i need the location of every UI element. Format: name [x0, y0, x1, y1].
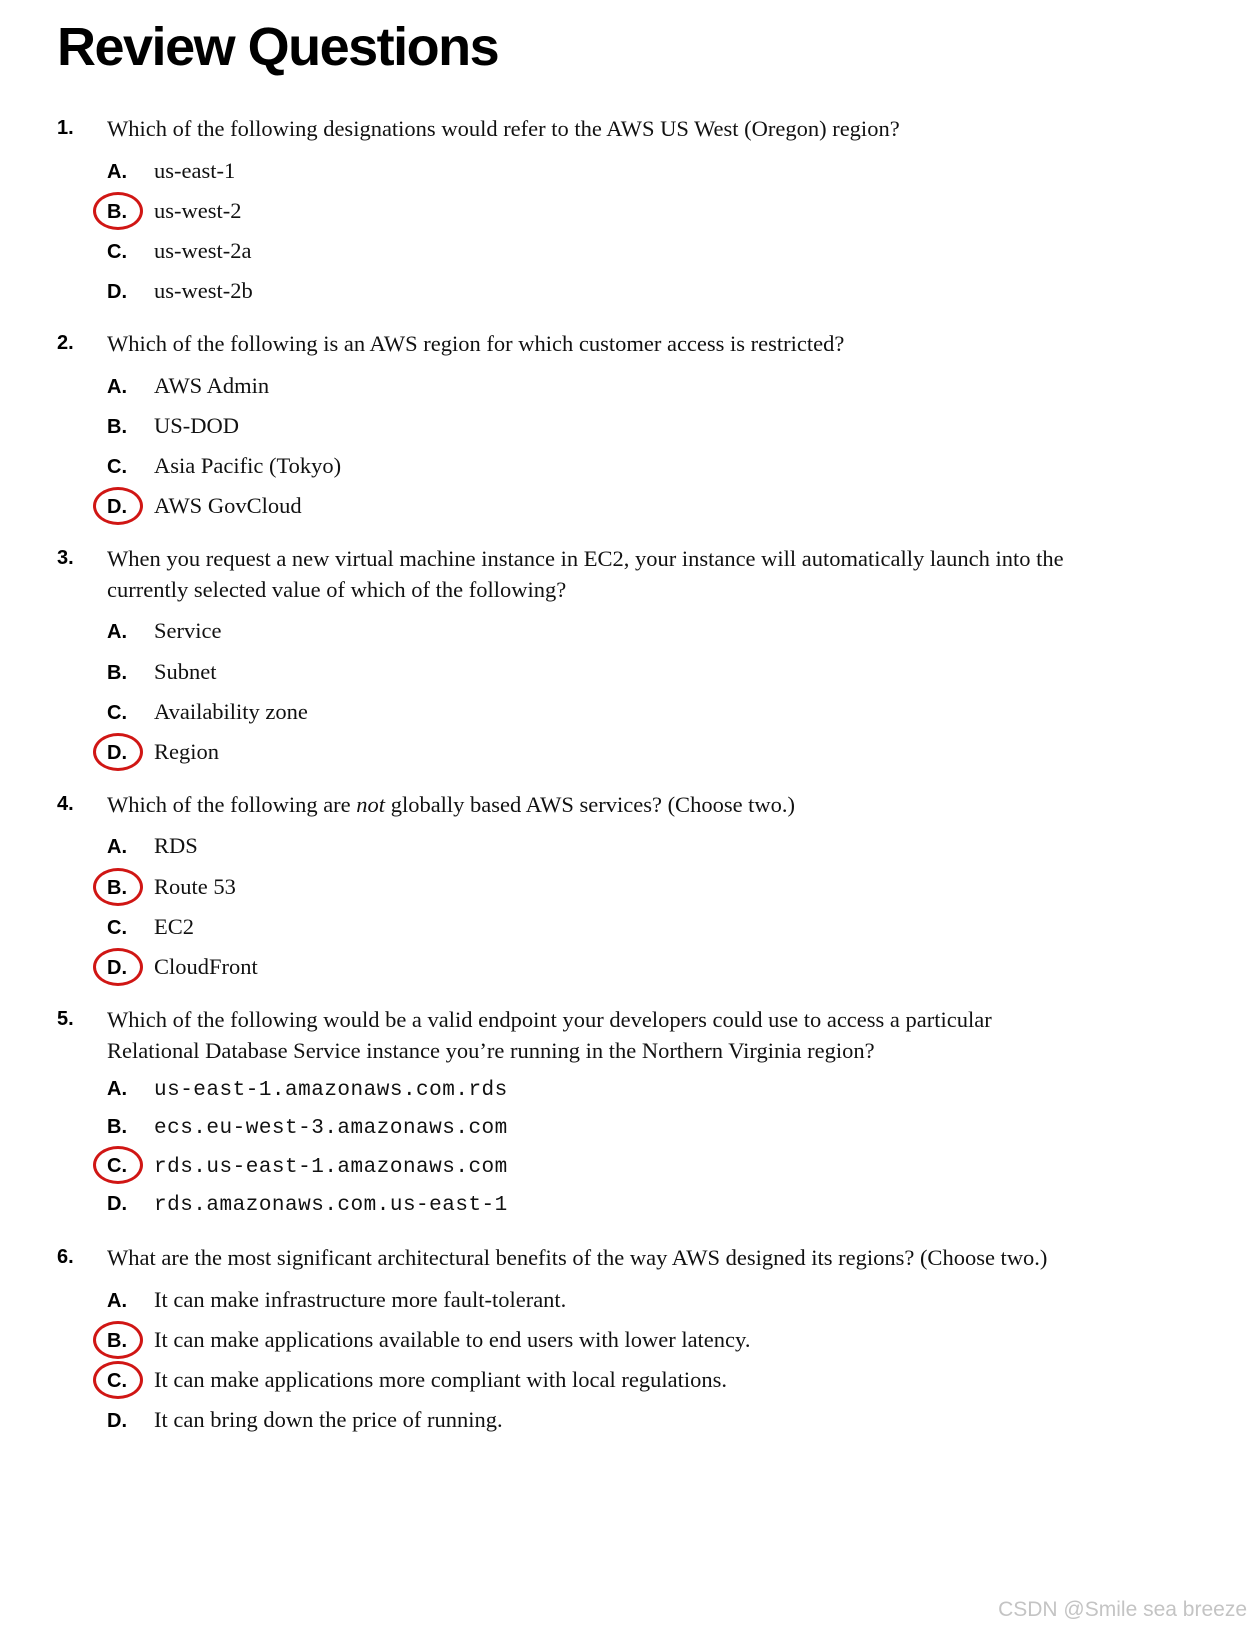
question-1-option-d — [57, 277, 1200, 305]
option-text: AWS GovCloud — [154, 493, 302, 519]
question-6-option-a — [57, 1286, 1200, 1314]
question-text — [107, 114, 900, 145]
question-list — [57, 114, 1200, 1434]
page-title: Review Questions — [57, 17, 499, 77]
question-text-part: When you request a new virtual machine instance in EC2, your instance will automatically launch into the currently selected value of which of the following? — [107, 546, 1064, 602]
question-text-part: Which of the following designations would refer to the AWS US West (Oregon) region? — [107, 116, 900, 141]
question-text — [107, 1243, 1047, 1274]
question-6 — [57, 1243, 1200, 1434]
option-text: Asia Pacific (Tokyo) — [154, 452, 342, 478]
option-text: CloudFront — [154, 953, 258, 979]
question-2-option-d — [57, 492, 1200, 520]
option-letter: A. — [107, 160, 127, 183]
question-text — [107, 790, 795, 821]
question-4-option-a — [57, 832, 1200, 860]
question-number: 5. — [57, 1007, 74, 1030]
option-letter: D. — [107, 1410, 127, 1433]
option-letter: B. — [107, 1116, 127, 1139]
option-text: EC2 — [154, 913, 195, 939]
option-letter: D. — [107, 742, 154, 765]
question-2 — [57, 329, 1200, 520]
option-letter: A. — [107, 621, 127, 644]
answer-circle — [93, 1146, 143, 1184]
question-4-option-b — [57, 873, 1200, 901]
option-text: It can make infrastructure more fault-tolerant. — [154, 1286, 567, 1312]
question-number: 4. — [57, 792, 74, 815]
question-head — [57, 329, 1200, 360]
question-text-part: Which of the following is an AWS region for which customer access is restricted? — [107, 331, 845, 357]
option-text: Route 53 — [154, 873, 236, 899]
option-text: RDS — [154, 833, 198, 859]
question-text-italic-part: not — [356, 791, 386, 817]
answer-circle — [93, 487, 143, 525]
question-text — [107, 544, 1072, 605]
question-number: 6. — [57, 1246, 74, 1269]
option-letter: C. — [107, 240, 127, 263]
option-text: US-DOD — [154, 412, 240, 438]
question-text-part: globally based AWS services? (Choose two.) — [385, 791, 796, 817]
option-letter: A. — [107, 1078, 127, 1101]
option-letter: C. — [107, 701, 127, 724]
question-head — [57, 790, 1200, 821]
option-letter: A. — [107, 1289, 127, 1312]
option-text: AWS Admin — [154, 372, 270, 398]
answer-circle — [93, 1321, 143, 1359]
option-text: us-west-2b — [154, 277, 253, 303]
question-1-option-a — [57, 157, 1200, 185]
option-text: It can make applications available to end users with lower latency. — [154, 1326, 751, 1352]
option-text: Subnet — [154, 658, 217, 684]
question-3 — [57, 544, 1200, 766]
question-1 — [57, 114, 1200, 305]
answer-circle — [93, 733, 143, 771]
option-text: us-west-2a — [154, 237, 252, 263]
option-text: us-west-2 — [154, 197, 242, 223]
option-letter: B. — [107, 877, 154, 900]
question-1-option-b — [57, 197, 1200, 225]
question-5-option-b — [57, 1116, 1200, 1142]
question-2-option-c — [57, 452, 1200, 480]
question-head — [57, 1005, 1200, 1066]
answer-circle — [93, 192, 143, 230]
option-letter: C. — [107, 916, 127, 939]
option-letter: C. — [107, 455, 127, 478]
option-text: Service — [154, 618, 222, 644]
option-text: rds.us-east-1.amazonaws.com — [154, 1155, 508, 1179]
option-letter: B. — [107, 201, 154, 224]
answer-circle — [93, 1361, 143, 1399]
question-number: 2. — [57, 332, 74, 355]
watermark: CSDN @Smile sea breeze — [998, 1598, 1247, 1621]
question-5 — [57, 1005, 1200, 1219]
question-5-option-d — [57, 1193, 1200, 1219]
question-5-option-a — [57, 1078, 1200, 1104]
option-letter: C. — [107, 1155, 154, 1178]
question-text-part: Which of the following would be a valid endpoint your developers could use to access a particular Relational Database Service instance you’re running in the Northern Virginia region? — [107, 1006, 992, 1063]
question-6-option-b — [57, 1326, 1200, 1354]
question-text — [107, 1005, 1072, 1066]
question-4 — [57, 790, 1200, 981]
question-2-option-b — [57, 412, 1200, 440]
option-text: It can bring down the price of running. — [154, 1407, 503, 1433]
question-text-part: What are the most significant architectural benefits of the way AWS designed its regions? (Choose two.) — [107, 1245, 1048, 1271]
question-3-option-b — [57, 658, 1200, 686]
option-text: It can make applications more compliant with local regulations. — [154, 1367, 727, 1392]
question-number: 1. — [57, 117, 74, 139]
question-head — [57, 544, 1200, 605]
question-2-option-a — [57, 372, 1200, 400]
question-head — [57, 114, 1200, 145]
option-letter: C. — [107, 1370, 154, 1393]
option-text: Availability zone — [154, 698, 308, 724]
answer-circle — [93, 948, 143, 986]
question-4-option-c — [57, 913, 1200, 941]
answer-circle — [93, 868, 143, 906]
option-text: rds.amazonaws.com.us-east-1 — [154, 1193, 508, 1217]
question-5-option-c — [57, 1155, 1200, 1181]
option-letter: D. — [107, 1192, 127, 1215]
question-6-option-d — [57, 1406, 1200, 1434]
question-3-option-d — [57, 738, 1200, 766]
question-3-option-a — [57, 617, 1200, 645]
option-text: us-east-1.amazonaws.com.rds — [154, 1079, 508, 1103]
question-4-option-d — [57, 953, 1200, 981]
question-6-option-c — [57, 1366, 1200, 1394]
question-text — [107, 329, 844, 360]
option-letter: B. — [107, 415, 127, 438]
option-text: ecs.eu-west-3.amazonaws.com — [154, 1117, 508, 1141]
question-number: 3. — [57, 547, 74, 570]
option-letter: A. — [107, 375, 127, 398]
option-text: Region — [154, 738, 219, 764]
question-1-option-c — [57, 237, 1200, 265]
option-letter: D. — [107, 957, 154, 980]
option-letter: B. — [107, 1330, 154, 1353]
question-text-part: Which of the following are — [107, 791, 357, 817]
question-head — [57, 1243, 1200, 1274]
option-letter: D. — [107, 280, 127, 303]
option-letter: A. — [107, 836, 127, 859]
option-text: us-east-1 — [154, 157, 236, 183]
question-3-option-c — [57, 698, 1200, 726]
option-letter: B. — [107, 661, 127, 684]
option-letter: D. — [107, 496, 154, 519]
